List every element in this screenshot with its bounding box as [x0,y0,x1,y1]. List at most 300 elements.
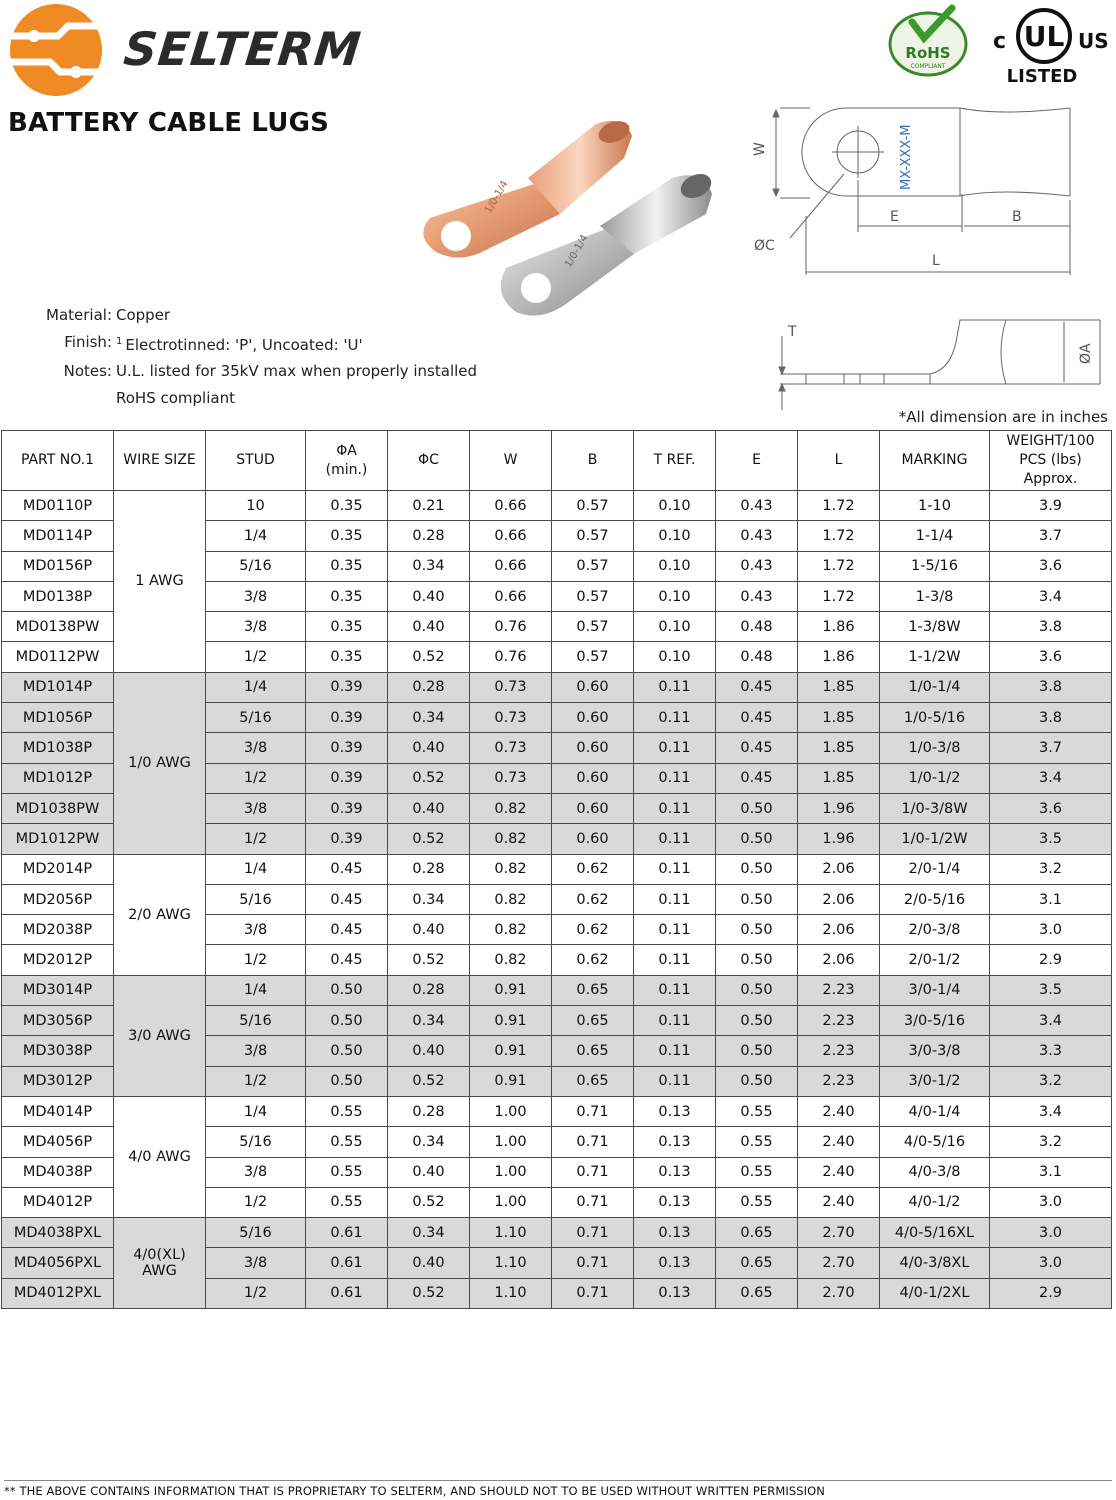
table-cell: 0.50 [306,975,388,1005]
table-cell: 0.39 [306,703,388,733]
rohs-badge-icon [886,4,970,78]
table-cell: 0.40 [388,1248,470,1278]
table-cell: 0.50 [716,1066,798,1096]
table-cell: 1.85 [798,672,880,702]
table-cell: 0.50 [306,1066,388,1096]
column-header: ΦC [388,431,470,491]
part-number-cell: MD3056P [2,1006,114,1036]
column-header: WEIGHT/100 PCS (lbs) Approx. [990,431,1112,491]
table-cell: 1.85 [798,733,880,763]
table-cell: 0.13 [634,1096,716,1126]
table-cell: 0.52 [388,1278,470,1308]
table-cell: 0.82 [470,945,552,975]
table-cell: 3/0-1/2 [880,1066,990,1096]
table-cell: 1.86 [798,612,880,642]
table-cell: 0.11 [634,763,716,793]
part-number-cell: MD4014P [2,1096,114,1126]
table-cell: 0.62 [552,884,634,914]
table-cell: 0.48 [716,612,798,642]
spec-notes-row [0,358,520,385]
spec-notes [0,302,520,411]
table-cell: 1-10 [880,491,990,521]
table-cell: 4/0-1/2 [880,1187,990,1217]
wire-size-cell: 1/0 AWG [114,672,206,854]
table-cell: 0.40 [388,793,470,823]
table-cell: 1/0-5/16 [880,703,990,733]
table-cell: 0.11 [634,1066,716,1096]
part-number-cell: MD4038P [2,1157,114,1187]
table-cell: 0.13 [634,1187,716,1217]
table-cell: 0.91 [470,1006,552,1036]
table-cell: 0.52 [388,824,470,854]
table-cell: 0.11 [634,854,716,884]
table-cell: 0.11 [634,1006,716,1036]
table-cell: 3/8 [206,733,306,763]
table-cell: 0.50 [716,884,798,914]
table-cell: 1.96 [798,793,880,823]
table-cell: 0.66 [470,581,552,611]
table-cell: 3.4 [990,1096,1112,1126]
table-cell: 3.0 [990,915,1112,945]
table-cell: 3/8 [206,915,306,945]
table-cell: 0.73 [470,763,552,793]
table-cell: 0.11 [634,915,716,945]
spec-key [0,385,116,412]
table-cell: 1-5/16 [880,551,990,581]
column-header: T REF. [634,431,716,491]
table-cell: 0.34 [388,1006,470,1036]
table-row [2,672,1112,702]
table-cell: 5/16 [206,1127,306,1157]
table-cell: 2.06 [798,915,880,945]
column-header: MARKING [880,431,990,491]
table-cell: 1/0-1/2W [880,824,990,854]
table-cell: 0.34 [388,1218,470,1248]
part-number-cell: MD0156P [2,551,114,581]
table-cell: 0.34 [388,703,470,733]
table-cell: 0.28 [388,672,470,702]
table-cell: 3.0 [990,1218,1112,1248]
table-cell: 3.8 [990,672,1112,702]
label-w: W [752,142,768,156]
table-cell: 0.35 [306,491,388,521]
table-cell: 1.10 [470,1218,552,1248]
spec-key: Finish: [64,332,112,351]
table-cell: 0.65 [552,1066,634,1096]
wire-size-cell: 3/0 AWG [114,975,206,1096]
table-cell: 0.34 [388,551,470,581]
table-row [2,1096,1112,1126]
table-cell: 0.73 [470,733,552,763]
table-cell: 0.60 [552,763,634,793]
table-cell: 2.06 [798,854,880,884]
table-cell: 4/0-3/8 [880,1157,990,1187]
table-cell: 0.35 [306,612,388,642]
table-cell: 0.50 [716,915,798,945]
table-cell: 3.8 [990,612,1112,642]
table-cell: 0.91 [470,1036,552,1066]
table-cell: 1.00 [470,1127,552,1157]
table-cell: 0.43 [716,551,798,581]
table-cell: 3.0 [990,1187,1112,1217]
table-cell: 0.11 [634,975,716,1005]
part-number-cell: MD1014P [2,672,114,702]
spec-value: U.L. listed for 35kV max when properly installed [116,362,478,380]
table-cell: 3.0 [990,1248,1112,1278]
table-cell: 0.55 [306,1127,388,1157]
ul-listed-icon [990,2,1110,86]
table-cell: 0.60 [552,793,634,823]
table-cell: 0.43 [716,491,798,521]
part-number-cell: MD0138P [2,581,114,611]
table-cell: 3.1 [990,1157,1112,1187]
table-cell: 0.40 [388,612,470,642]
table-cell: 0.40 [388,733,470,763]
table-cell: 0.13 [634,1278,716,1308]
column-header: PART NO.1 [2,431,114,491]
table-cell: 0.82 [470,793,552,823]
table-cell: 1/0-1/4 [880,672,990,702]
table-cell: 3.2 [990,1066,1112,1096]
part-number-cell: MD4038PXL [2,1218,114,1248]
table-cell: 3/8 [206,793,306,823]
table-cell: 10 [206,491,306,521]
table-cell: 2.23 [798,975,880,1005]
table-cell: 3.6 [990,793,1112,823]
side-view-drawing [760,318,1110,414]
table-cell: 0.55 [716,1157,798,1187]
part-number-cell: MD1056P [2,703,114,733]
table-cell: 1/4 [206,1096,306,1126]
column-header: L [798,431,880,491]
column-header: W [470,431,552,491]
table-cell: 1-1/4 [880,521,990,551]
part-number-cell: MD4012PXL [2,1278,114,1308]
table-cell: 3.9 [990,491,1112,521]
table-cell: 0.55 [716,1127,798,1157]
table-cell: 2.9 [990,1278,1112,1308]
ul-mark-text: UL [1023,20,1065,53]
table-cell: 3/8 [206,1157,306,1187]
table-cell: 0.45 [306,884,388,914]
table-cell: 0.65 [716,1248,798,1278]
rohs-text: RoHS [905,44,951,62]
table-cell: 0.45 [716,733,798,763]
table-cell: 2.06 [798,945,880,975]
label-b: B [1012,209,1022,225]
table-cell: 4/0-1/2XL [880,1278,990,1308]
table-cell: 1/4 [206,521,306,551]
table-cell: 0.28 [388,975,470,1005]
table-cell: 3/8 [206,612,306,642]
rohs-sub-text: COMPLIANT [910,63,946,70]
table-cell: 4/0-5/16 [880,1127,990,1157]
table-cell: 0.55 [716,1187,798,1217]
table-cell: 0.35 [306,521,388,551]
table-cell: 1.72 [798,491,880,521]
table-cell: 0.71 [552,1127,634,1157]
table-cell: 1/4 [206,672,306,702]
table-cell: 0.34 [388,1127,470,1157]
label-e: E [890,209,899,225]
table-cell: 1/2 [206,945,306,975]
table-cell: 1.72 [798,521,880,551]
table-cell: 4/0-1/4 [880,1096,990,1126]
table-cell: 1.00 [470,1096,552,1126]
table-cell: 0.91 [470,1066,552,1096]
table-cell: 3/8 [206,581,306,611]
table-cell: 0.71 [552,1218,634,1248]
drawing-stamp: MX-XXX-M [899,124,914,190]
table-cell: 1-1/2W [880,642,990,672]
table-cell: 3.4 [990,581,1112,611]
table-cell: 1.96 [798,824,880,854]
table-cell: 0.73 [470,672,552,702]
table-cell: 0.45 [716,672,798,702]
wire-size-cell: 2/0 AWG [114,854,206,975]
ul-c-text: c [993,29,1007,54]
table-body [2,491,1112,1309]
table-cell: 2.23 [798,1066,880,1096]
table-cell: 3.3 [990,1036,1112,1066]
table-cell: 0.50 [716,1036,798,1066]
table-cell: 1/2 [206,642,306,672]
label-l: L [932,253,940,269]
part-number-cell: MD3014P [2,975,114,1005]
table-cell: 1.85 [798,703,880,733]
table-cell: 0.28 [388,1096,470,1126]
column-header: WIRE SIZE [114,431,206,491]
part-number-cell: MD1038P [2,733,114,763]
table-cell: 0.10 [634,521,716,551]
table-cell: 0.50 [716,854,798,884]
part-number-cell: MD4012P [2,1187,114,1217]
tinned-stamp: 1/0-1/4 [563,232,591,270]
table-cell: 1/4 [206,854,306,884]
wire-size-cell: 1 AWG [114,491,206,673]
part-number-cell: MD2056P [2,884,114,914]
table-cell: 3.5 [990,975,1112,1005]
table-cell: 0.82 [470,884,552,914]
part-number-cell: MD3038P [2,1036,114,1066]
table-cell: 1/4 [206,975,306,1005]
table-cell: 0.10 [634,581,716,611]
table-cell: 0.57 [552,612,634,642]
table-cell: 2.40 [798,1187,880,1217]
spec-rohs-row [0,385,520,412]
table-cell: 0.65 [552,1036,634,1066]
table-cell: 0.43 [716,581,798,611]
wire-size-cell: 4/0(XL) AWG [114,1218,206,1309]
table-cell: 3.4 [990,763,1112,793]
table-cell: 1.10 [470,1248,552,1278]
table-cell: 1/0-1/2 [880,763,990,793]
table-cell: 0.65 [716,1218,798,1248]
column-header: STUD [206,431,306,491]
table-header-row [2,431,1112,491]
table-cell: 0.60 [552,672,634,702]
table-cell: 0.11 [634,945,716,975]
part-number-cell: MD0114P [2,521,114,551]
table-cell: 0.10 [634,612,716,642]
table-row [2,491,1112,521]
table-cell: 0.10 [634,551,716,581]
table-cell: 0.11 [634,884,716,914]
table-cell: 1-3/8W [880,612,990,642]
table-cell: 0.40 [388,581,470,611]
spec-key: Material: [46,306,112,324]
table-row [2,975,1112,1005]
table-cell: 4/0-5/16XL [880,1218,990,1248]
table-cell: 0.66 [470,551,552,581]
table-cell: 3/8 [206,1036,306,1066]
table-cell: 0.71 [552,1157,634,1187]
table-cell: 2.23 [798,1036,880,1066]
table-cell: 2/0-1/2 [880,945,990,975]
table-cell: 0.50 [716,824,798,854]
table-cell: 0.11 [634,1036,716,1066]
column-header: ΦA (min.) [306,431,388,491]
table-cell: 0.52 [388,642,470,672]
table-cell: 0.62 [552,854,634,884]
table-cell: 0.61 [306,1248,388,1278]
spec-value: Copper [116,306,171,324]
table-cell: 0.55 [716,1096,798,1126]
table-cell: 4/0-3/8XL [880,1248,990,1278]
table-cell: 0.55 [306,1187,388,1217]
table-cell: 0.65 [552,1006,634,1036]
table-cell: 1/2 [206,1066,306,1096]
part-number-cell: MD4056P [2,1127,114,1157]
column-header: B [552,431,634,491]
table-cell: 0.11 [634,703,716,733]
table-cell: 0.34 [388,884,470,914]
table-cell: 3.6 [990,551,1112,581]
table-cell: 0.40 [388,1157,470,1187]
table-cell: 0.57 [552,581,634,611]
table-cell: 2.70 [798,1218,880,1248]
part-number-cell: MD0112PW [2,642,114,672]
table-cell: 0.13 [634,1157,716,1187]
table-cell: 3/0-5/16 [880,1006,990,1036]
table-row [2,854,1112,884]
table-cell: 0.39 [306,763,388,793]
table-cell: 0.50 [306,1036,388,1066]
spec-material [0,302,520,329]
table-cell: 0.52 [388,1066,470,1096]
table-cell: 0.52 [388,763,470,793]
table-cell: 0.57 [552,551,634,581]
table-cell: 0.11 [634,793,716,823]
label-a: ØA [1078,343,1094,364]
table-cell: 2/0-5/16 [880,884,990,914]
part-number-cell: MD2012P [2,945,114,975]
part-number-cell: MD4056PXL [2,1248,114,1278]
table-cell: 0.35 [306,642,388,672]
brand-name: SELTERM [121,22,365,76]
table-cell: 1.86 [798,642,880,672]
table-cell: 0.45 [306,945,388,975]
table-cell: 0.35 [306,551,388,581]
table-cell: 0.40 [388,915,470,945]
table-cell: 0.55 [306,1157,388,1187]
page-title: BATTERY CABLE LUGS [8,108,330,138]
spec-value: RoHS compliant [116,388,235,407]
table-cell: 0.28 [388,521,470,551]
table-cell: 1.72 [798,551,880,581]
table-cell: 0.45 [716,763,798,793]
table-cell: 1.00 [470,1187,552,1217]
table-cell: 5/16 [206,1006,306,1036]
table-cell: 0.57 [552,521,634,551]
table-cell: 0.61 [306,1278,388,1308]
table-cell: 0.57 [552,642,634,672]
table-cell: 2.9 [990,945,1112,975]
table-cell: 3/8 [206,1248,306,1278]
table-cell: 0.52 [388,1187,470,1217]
table-cell: 0.45 [716,703,798,733]
table-cell: 0.65 [716,1278,798,1308]
table-cell: 5/16 [206,551,306,581]
wire-size-cell: 4/0 AWG [114,1096,206,1217]
table-cell: 3.6 [990,642,1112,672]
table-cell: 1/0-3/8W [880,793,990,823]
table-cell: 0.91 [470,975,552,1005]
dimensions-note: *All dimension are in inches [898,408,1108,426]
table-cell: 0.21 [388,491,470,521]
part-number-cell: MD0138PW [2,612,114,642]
table-cell: 0.73 [470,703,552,733]
table-cell: 3.8 [990,703,1112,733]
spec-value: Electrotinned: 'P', Uncoated: 'U' [125,335,363,354]
spec-finish [0,329,520,359]
table-cell: 2.06 [798,884,880,914]
table-cell: 1-3/8 [880,581,990,611]
table-cell: 0.65 [552,975,634,1005]
table-cell: 0.60 [552,703,634,733]
part-number-cell: MD0110P [2,491,114,521]
table-cell: 2.70 [798,1278,880,1308]
spec-key: Notes: [63,362,112,380]
column-header: E [716,431,798,491]
copper-stamp: 1/0-1/4 [483,178,511,216]
table-cell: 0.60 [552,733,634,763]
table-cell: 0.43 [716,521,798,551]
table-cell: 1/2 [206,763,306,793]
table-cell: 0.13 [634,1127,716,1157]
table-cell: 1/0-3/8 [880,733,990,763]
table-cell: 0.57 [552,491,634,521]
part-number-cell: MD1012P [2,763,114,793]
table-cell: 0.50 [716,793,798,823]
table-cell: 3.1 [990,884,1112,914]
table-cell: 2.70 [798,1248,880,1278]
label-c: ØC [754,238,775,254]
footnote-marker: 1 [116,335,123,347]
selterm-logo-icon [4,2,112,98]
footer-note: ** THE ABOVE CONTAINS INFORMATION THAT IS PROPRIETARY TO SELTERM, AND SHOULD NOT TO BE USED WITHOUT WRITTEN PERMISSION [4,1480,1112,1498]
table-cell: 0.10 [634,642,716,672]
table-cell: 0.71 [552,1187,634,1217]
part-number-cell: MD2038P [2,915,114,945]
table-cell: 0.39 [306,793,388,823]
table-cell: 0.71 [552,1096,634,1126]
table-cell: 0.13 [634,1218,716,1248]
table-cell: 0.62 [552,915,634,945]
table-cell: 0.62 [552,945,634,975]
table-cell: 0.76 [470,612,552,642]
table-row [2,1218,1112,1248]
